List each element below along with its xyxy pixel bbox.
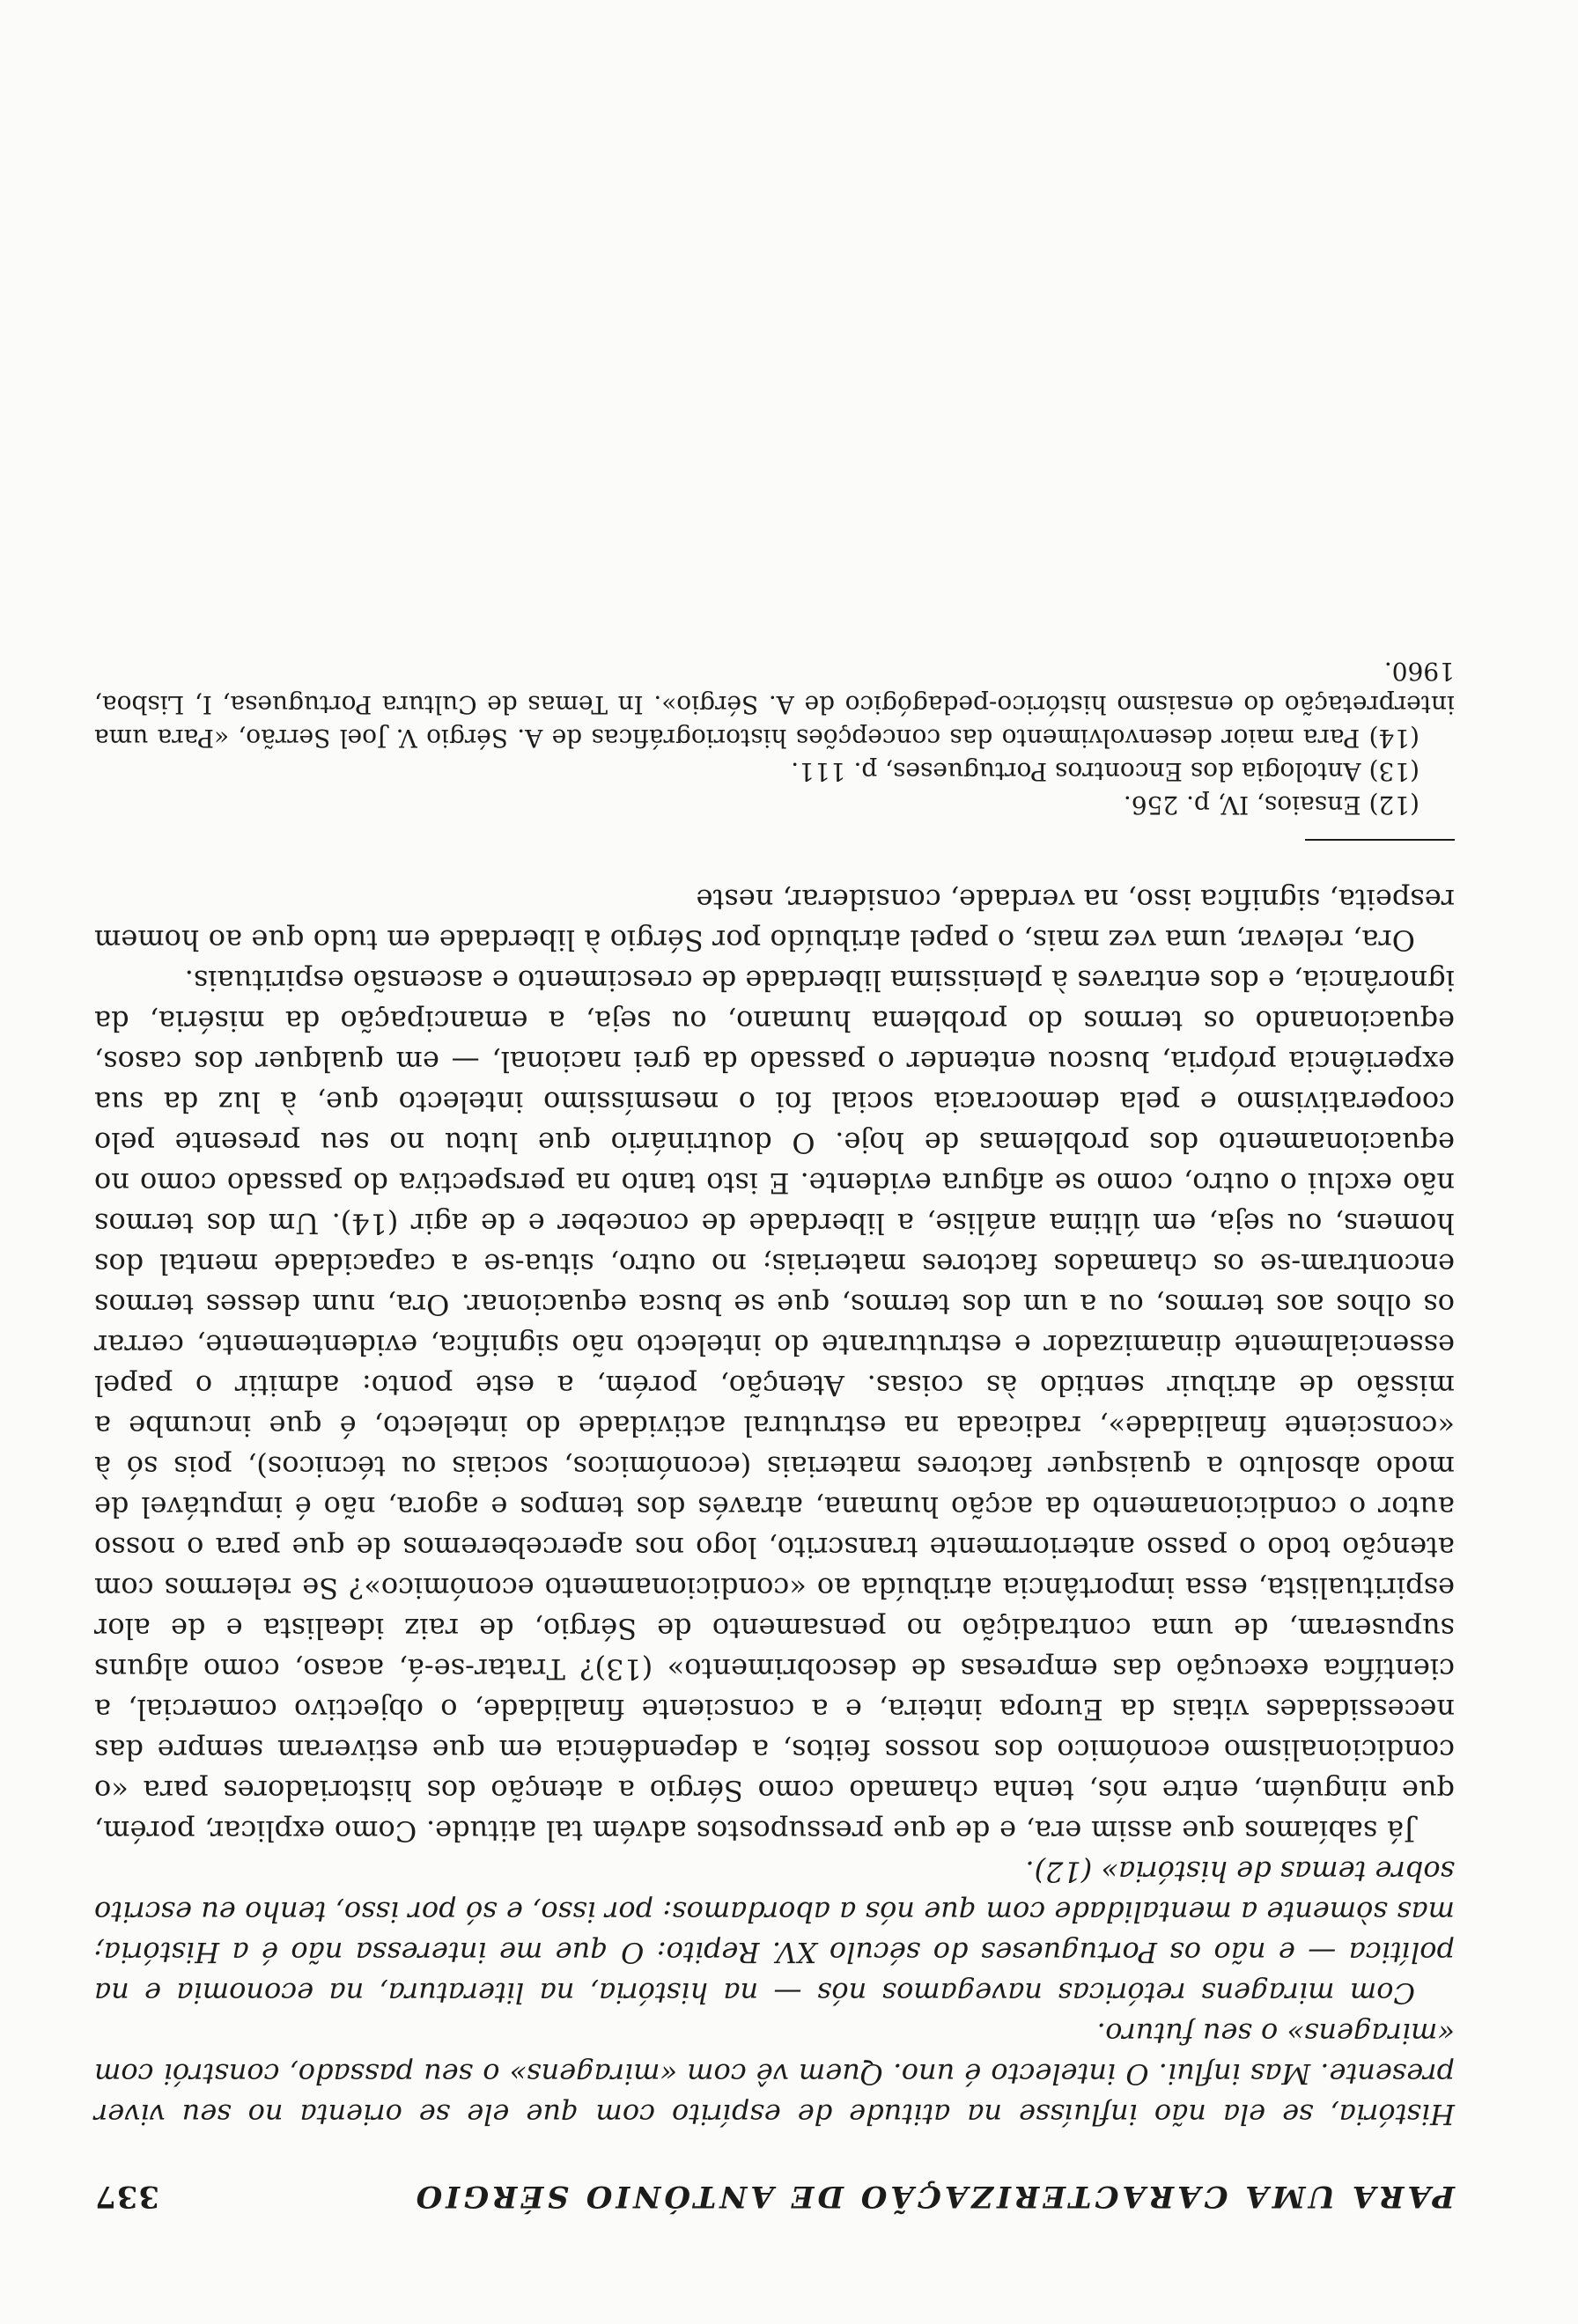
running-head-title: PARA UMA CARACTERIZAÇÃO DE ANTÓNIO SÉRGIO bbox=[412, 2179, 1455, 2214]
body-text bbox=[94, 879, 1455, 2135]
footnote-12: (12) Ensaios, IV, p. 256. bbox=[1123, 791, 1419, 820]
running-head bbox=[94, 2179, 1455, 2214]
body-paragraph-2: Ora, relevar, uma vez mais, o papel atribuído por Sérgio à liberdade em tudo que ao homem respeita, significa isso, na verdade, considerar, neste bbox=[94, 883, 1455, 957]
footnote-14: (14) Para maior desenvolvimento das concepções historiográficas de A. Sérgio V. Joel Serrão, «Para uma interpretação do ensaismo histórico-pedagógico de A. Sérgio». In Temas de Cultura Portuguesa, I, Lisboa, 1960. bbox=[94, 657, 1455, 753]
quote-paragraph-2: Com miragens retóricas navegamos nós — na história, na literatura, na economia e na política — e não os Portugueses do século XV. Repito: O que me interessa não é a História; mas sòmente a mentalidade com que nós a abordamos: por isso, e só por isso, tenho eu escrito sobre temas de história» (12). bbox=[94, 1855, 1455, 2010]
body-paragraph-1: Já sabíamos que assim era, e de que pressupostos advém tal atitude. Como explicar, porém, que ninguém, entre nós, tenha chamado como Sérgio a atenção dos historiadores para «o condicionalismo económico dos nossos feitos, a dependência em que estiveram sempre das necessidades vitais da Europa inteira, e a consciente finalidade, o objectivo comercial, a científica execução das empresas de descobrimento» (13)? Tratar-se-á, acaso, como alguns supuseram, de uma contradição no pensamento de Sérgio, de raiz idealista e de alor espiritualista, essa importância atribuída ao «condicionamento económico»? Se relermos com atenção todo o passo anteriormente transcrito, logo nos aperceberemos de que para o nosso autor o condicionamento da acção humana, através dos tempos e agora, não é imputável de modo absoluto a quaisquer factores materiais (económicos, sociais ou técnicos), pois só à «consciente finalidade», radicada na estrutural actividade do intelecto, é que incumbe a missão de atribuir sentido às coisas. Atenção, porém, a este ponto: admitir o papel essencialmente dinamizador e estruturante do intelecto não significa, evidentemente, cerrar os olhos aos termos, ou a um dos termos, que se busca equacionar. Ora, num desses termos encontram-se os chamados factores materiais; no outro, situa-se a capacidade mental dos homens, ou seja, em última análise, a liberdade de conceber e de agir (14). Um dos termos não exclui o outro, como se afigura evidente. E isto tanto na perspectiva do passado como no equacionamento dos problemas de hoje. O doutrinário que lutou no seu presente pelo cooperativismo e pela democracia social foi o mesmíssimo intelecto que, à luz da sua experiência própria, buscou entender o passado da grei nacional, — em qualquer dos casos, equacionando os termos do problema humano, ou seja, a emancipação da miséria, da ignorância, e dos entraves à plenissima liberdade de crescimento e ascensão espirituais. bbox=[94, 964, 1455, 1848]
quote-paragraph-1: História, se ela não influísse na atitude de espírito com que ele se orienta no seu viver presente. Mas influi. O intelecto é uno. Quem vê com «miragens» o seu passado, constrói com «miragens» o seu futuro. bbox=[94, 2017, 1455, 2131]
page-number: 337 bbox=[94, 2179, 159, 2214]
page-content bbox=[94, 654, 1455, 2214]
footnote-separator bbox=[1305, 839, 1455, 841]
footnote-13: (13) Antologia dos Encontros Portugueses, p. 111. bbox=[791, 757, 1419, 786]
footnotes bbox=[94, 654, 1455, 821]
